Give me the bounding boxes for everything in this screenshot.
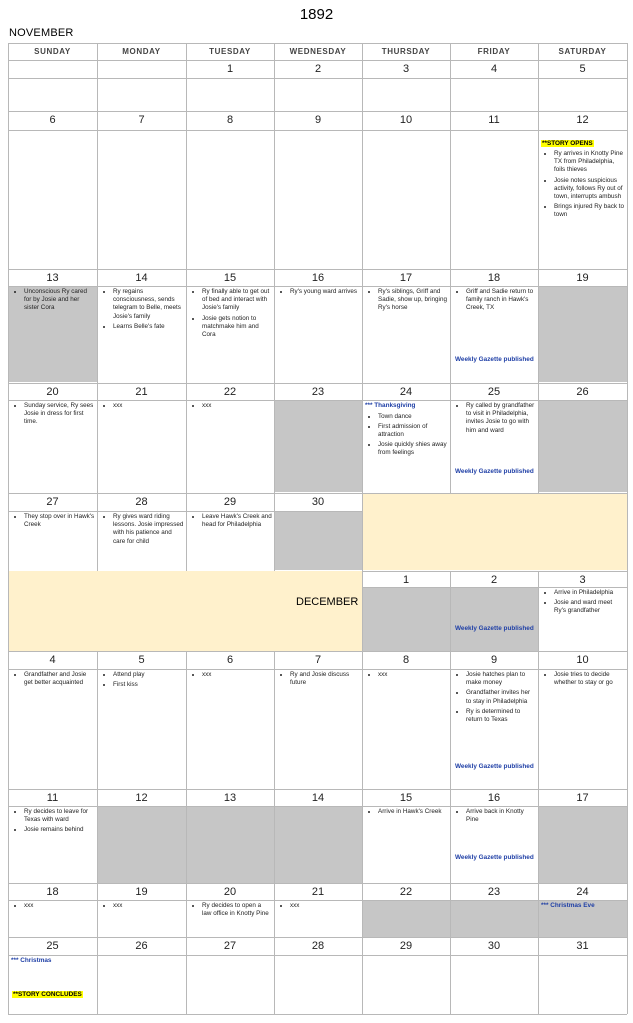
day-number: 30 [487,940,501,952]
day-number: 15 [399,792,413,804]
day-number: 1 [226,63,234,75]
grid-line [97,789,98,883]
grid-line [627,571,628,651]
day-number: 29 [399,940,413,952]
grid-line [8,111,9,269]
event-item: • Grandfather and Josie get better acquainted [24,671,95,687]
event-list [11,902,95,910]
grid-line [627,111,628,269]
day-number: 18 [487,272,501,284]
day-cell [97,511,186,570]
day-number: 22 [223,386,237,398]
weekday-header: TUESDAY [209,47,251,56]
day-number: 10 [576,654,589,666]
shaded-cell [274,511,362,570]
day-cell [450,806,538,883]
event-item: • Ry decides to leave for Texas with ward [24,808,95,824]
event-item: • Ry finally able to get out of bed and interact with Josie's family [202,288,272,313]
day-cell [362,286,450,382]
event-item: • Josie gets notion to matchmake him and Cora [202,315,272,340]
grid-line [627,43,628,60]
event-list [189,288,272,339]
event-item: • First admission of attraction [378,423,448,439]
day-number: 25 [487,386,501,398]
event-item: • Josie remains behind [24,826,95,834]
day-number: 23 [311,386,325,398]
shaded-cell [538,286,627,382]
event-item: • Josie tries to decide whether to stay or go [554,671,625,687]
event-item: • Ry's young ward arrives [290,288,360,296]
day-cell [538,900,627,937]
grid-line [362,571,627,572]
event-item: • First kiss [113,681,184,689]
christmas-marker: *** Christmas [11,957,52,964]
event-list [100,902,184,910]
day-cell [8,400,97,492]
event-item: • Ry and Josie discuss future [290,671,360,687]
day-cell [362,806,450,883]
day-cell [97,669,186,789]
event-list [453,808,536,824]
gazette-note: Weekly Gazette published [455,356,534,363]
day-cell [274,669,362,789]
event-item: • Ry regains consciousness, sends telegram to Belle, meets Josie's family [113,288,184,321]
grid-line [8,789,627,790]
day-number: 3 [402,63,410,75]
event-list [365,413,448,458]
event-list [365,288,448,313]
day-number: 27 [46,496,59,508]
event-item: • Ry arrives in Knotty Pine TX from Philadelphia, foils thieves [554,150,625,175]
day-number: 6 [226,654,234,666]
day-cell [450,286,538,382]
day-number: 9 [490,654,498,666]
event-list [189,402,272,410]
day-number: 2 [314,63,322,75]
event-list [365,808,448,816]
gazette-note: Weekly Gazette published [455,763,534,770]
day-number: 13 [223,792,237,804]
event-list [453,288,536,313]
event-item: • Josie quickly shies away from feelings [378,441,448,457]
day-number: 1 [402,574,410,586]
event-item: • xxx [113,902,184,910]
month-transition-block [8,571,362,651]
event-list [453,671,536,724]
weekday-header: SATURDAY [558,47,607,56]
event-item: • xxx [113,402,184,410]
day-number: 3 [579,574,586,586]
event-list [277,671,360,687]
event-item: • Ry called by grandfather to visit in Philadelphia, invites Josie to go with him and ward [466,402,536,435]
day-number: 12 [135,792,148,804]
grid-line [627,937,628,1014]
day-number: 20 [223,886,237,898]
weekday-header: MONDAY [122,47,161,56]
event-list [189,671,272,679]
grid-line [274,383,275,493]
weekday-header: FRIDAY [477,47,511,56]
day-cell [186,286,274,382]
grid-line [274,111,275,269]
grid-line [362,937,363,1014]
day-number: 17 [576,792,589,804]
event-item: • xxx [202,402,272,410]
day-number: 17 [399,272,413,284]
day-number: 10 [399,114,413,126]
event-item: • Leave Hawk's Creek and head for Philadelphia [202,513,272,529]
day-number: 4 [490,63,498,75]
event-item: • Learns Belle's fate [113,323,184,331]
event-item: • Griff and Sadie return to family ranch in Hawk's Creek, TX [466,288,536,313]
grid-line [627,383,628,493]
event-item: • Josie and ward meet Ry's grandfather [554,599,625,615]
grid-line [8,111,627,112]
event-item: • xxx [202,671,272,679]
grid-line [274,789,275,883]
event-list [11,288,95,313]
calendar-year: 1892 [299,6,334,23]
day-number: 28 [311,940,325,952]
day-cell [8,286,97,382]
day-number: 11 [488,114,500,126]
grid-line [362,493,627,494]
gazette-note: Weekly Gazette published [455,468,534,475]
day-cell [538,669,627,789]
month-label-december: DECEMBER [296,596,359,608]
day-cell [450,669,538,789]
event-item: • xxx [378,671,448,679]
christmas-eve-marker: *** Christmas Eve [541,902,595,909]
grid-line [97,111,98,269]
shaded-cell [274,400,362,492]
day-number: 24 [576,886,589,898]
grid-line [186,789,187,883]
grid-line [450,111,451,269]
day-cell [8,900,97,937]
event-item: • xxx [290,902,360,910]
day-number: 25 [46,940,59,952]
day-number: 29 [223,496,237,508]
month-transition-block [362,493,627,570]
day-number: 14 [311,792,325,804]
day-cell [274,900,362,937]
event-list [100,513,184,546]
day-cell [186,669,274,789]
event-list [541,150,625,220]
weekday-header: THURSDAY [381,47,431,56]
grid-line [627,651,628,789]
day-cell [186,511,274,570]
event-list [11,671,95,687]
day-cell [450,587,538,651]
day-number: 30 [311,496,325,508]
event-item: • Town dance [378,413,448,421]
gazette-note: Weekly Gazette published [455,854,534,861]
grid-line [8,955,627,956]
day-number: 5 [138,654,145,666]
day-number: 26 [576,386,589,398]
day-number: 27 [223,940,237,952]
grid-line [450,883,451,937]
grid-line [8,269,627,270]
event-item: • Ry gives ward riding lessons. Josie impressed with his patience and care for child [113,513,184,546]
day-cell [97,286,186,382]
event-list [11,402,95,427]
event-item: • Sunday service, Ry sees Josie in dress for first time. [24,402,95,427]
day-number: 20 [46,386,59,398]
day-number: 26 [135,940,148,952]
day-number: 24 [399,386,413,398]
event-item: • Unconscious Ry cared for by Josie and her sister Cora [24,288,95,313]
grid-line [274,937,275,1014]
grid-line [8,60,627,61]
grid-line [8,493,362,494]
weekday-header: SUNDAY [34,47,71,56]
day-cell [538,587,627,651]
day-cell [8,511,97,570]
grid-line [627,789,628,883]
grid-line [538,937,539,1014]
event-item: • Arrive back in Knotty Pine [466,808,536,824]
grid-line [362,883,363,937]
event-list [541,671,625,687]
day-number: 23 [487,886,501,898]
grid-line [450,937,451,1014]
day-number: 2 [490,574,498,586]
event-list [277,902,360,910]
day-cell [8,955,97,1014]
event-list [11,808,95,835]
event-item: • Ry decides to open a law office in Knotty Pine [202,902,272,918]
day-number: 5 [579,63,586,75]
day-cell [8,669,97,789]
grid-line [8,78,627,79]
event-list [100,671,184,689]
grid-line [186,111,187,269]
grid-line [97,937,98,1014]
event-item: • They stop over in Hawk's Creek [24,513,95,529]
day-number: 19 [135,886,148,898]
day-number: 16 [487,792,501,804]
day-number: 8 [226,114,234,126]
event-list [453,402,536,435]
grid-line [8,1014,627,1015]
shaded-cell [97,806,362,883]
grid-line [8,651,627,652]
day-number: 6 [49,114,56,126]
shaded-cell [538,400,627,492]
day-number: 21 [135,386,148,398]
grid-line [8,383,627,384]
grid-line [274,493,275,571]
event-item: • Arrive in Hawk's Creek [378,808,448,816]
grid-line [627,493,628,571]
day-number: 4 [49,654,56,666]
event-list [100,288,184,331]
event-item: • Ry is determined to return to Texas [466,708,536,724]
grid-line [627,883,628,937]
month-label-november: NOVEMBER [9,27,74,39]
grid-line [186,937,187,1014]
grid-line [8,937,627,938]
thanksgiving-marker: *** Thanksgiving [365,402,416,409]
day-cell [450,400,538,492]
day-number: 13 [46,272,59,284]
grid-line [8,883,627,884]
day-number: 22 [399,886,413,898]
day-cell [186,900,274,937]
event-list [365,671,448,679]
day-number: 19 [576,272,589,284]
grid-line [538,789,539,883]
event-item: • Arrive in Philadelphia [554,589,625,597]
day-number: 7 [138,114,145,126]
day-number: 9 [314,114,322,126]
event-list [189,513,272,529]
grid-line [8,571,9,651]
weekday-header: WEDNESDAY [289,47,347,56]
grid-line [538,383,539,493]
day-number: 8 [402,654,410,666]
day-cell [274,286,362,382]
event-list [189,902,272,918]
grid-line [627,269,628,383]
event-item: • Ry's siblings, Griff and Sadie, show up, bringing Ry's horse [378,288,448,313]
day-cell [362,669,450,789]
day-cell [362,400,450,492]
day-cell [97,400,186,492]
day-cell [186,400,274,492]
event-item: • Attend play [113,671,184,679]
event-list [11,513,95,529]
event-list [100,402,184,410]
event-item: • Grandfather invites her to stay in Philadelphia [466,689,536,705]
event-list [277,288,360,296]
day-number: 18 [46,886,59,898]
grid-line [362,111,363,269]
story-opens-marker: **STORY OPENS [542,140,593,147]
event-item: • Brings injured Ry back to town [554,203,625,219]
day-number: 31 [576,940,589,952]
event-item: • xxx [24,902,95,910]
grid-line [362,571,363,651]
day-number: 7 [314,654,322,666]
day-number: 28 [135,496,148,508]
event-item: • Josie notes suspicious activity, follows Ry out of town, interrupts ambush [554,177,625,202]
grid-line [538,269,539,383]
day-cell [8,806,97,883]
gazette-note: Weekly Gazette published [455,625,534,632]
shaded-cell [538,806,627,883]
day-number: 16 [311,272,325,284]
day-number: 15 [223,272,237,284]
day-cell [538,130,627,268]
day-number: 11 [46,792,59,804]
grid-line [8,130,627,131]
day-number: 21 [311,886,325,898]
story-concludes-marker: **STORY CONCLUDES [13,991,82,998]
event-list [541,589,625,616]
event-item: • Josie hatches plan to make money [466,671,536,687]
day-cell [97,900,186,937]
day-number: 14 [135,272,148,284]
grid-line [362,493,363,571]
day-number: 12 [576,114,589,126]
